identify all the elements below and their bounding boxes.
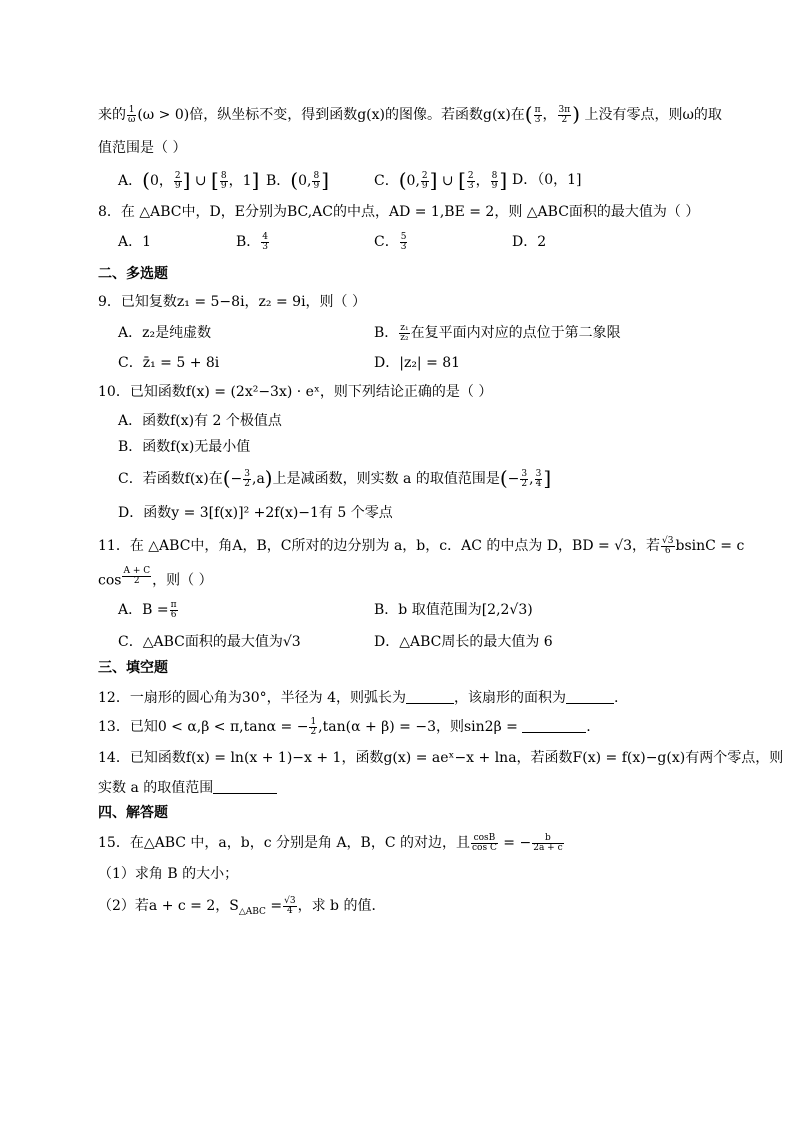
q7-option-a[interactable]: A．(0， $\frac{2}{9}$ ] ∪ [ $\frac{8}{9}$ ，1] bbox=[118, 168, 260, 192]
q12-stem: 12．一扇形的圆心角为30°，半径为 4，则弧长为 ，该扇形的面积为 . bbox=[98, 690, 619, 706]
q9-option-a[interactable]: A．z₂是纯虚数 bbox=[118, 325, 212, 341]
q10-option-c[interactable]: C．若函数f(x)在(− $\frac{3}{2}$ ,a)上是减函数，则实数 a 的取值范围是(− $\frac{3}{2}$ , $\frac{3}{4}$ ] bbox=[118, 466, 552, 490]
q10-option-a[interactable]: A．函数f(x)有 2 个极值点 bbox=[118, 413, 282, 429]
q7-option-b[interactable]: B．(0, $\frac{8}{9}$ ] bbox=[266, 168, 330, 192]
q9-option-b[interactable]: B． $\frac{\text{z₁}}{\text{z₂}}$ 在复平面内对应的点位于第二象限 bbox=[374, 322, 621, 343]
q11-option-b[interactable]: B．b 取值范围为[2,2√3) bbox=[374, 602, 533, 618]
q10-stem: 10．已知函数f(x) = (2x²−3x) · eˣ，则下列结论正确的是（ ） bbox=[98, 384, 493, 400]
q14-line1: 14．已知函数f(x) = ln(x + 1)−x + 1，函数g(x) = aeˣ−x + lna，若函数F(x) = f(x)−g(x)有两个零点，则 bbox=[98, 750, 784, 766]
answer-blank[interactable] bbox=[406, 689, 454, 704]
q10-option-b[interactable]: B．函数f(x)无最小值 bbox=[118, 439, 251, 455]
q15-part2: （2）若a + c = 2，$S_{\triangle ABC}$ = $\frac{√3}{4}$ ，求 b 的值． bbox=[98, 895, 386, 917]
answer-blank[interactable] bbox=[213, 779, 277, 794]
q13-stem: 13．已知0 < α,β < π,tanα = − $\frac{1}{2}$ ,tan(α + β) = −3，则sin2β = . bbox=[98, 716, 591, 737]
q10-option-d[interactable]: D．函数y = 3[f(x)]² +2f(x)−1有 5 个零点 bbox=[118, 505, 393, 521]
q8-option-d[interactable]: D．2 bbox=[512, 234, 547, 250]
q11-option-a[interactable]: A．B = $\frac{\pi}{6}$ bbox=[118, 599, 177, 620]
q7-option-d[interactable]: D．（0，1] bbox=[512, 172, 582, 188]
q15-part1: （1）求角 B 的大小； bbox=[98, 866, 239, 882]
q11-stem-line2: cos $^{\frac{A + C}{2}}$ ，则（ ） bbox=[98, 566, 213, 589]
q9-option-d[interactable]: D．|z₂| = 81 bbox=[374, 355, 461, 371]
fraction: $\frac{1}{\omega}$ bbox=[128, 104, 136, 125]
section-heading-multi-choice: 二、多选题 bbox=[98, 266, 168, 282]
q15-stem: 15．在△ABC 中，a，b，c 分别是角 A，B，C 的对边，且 $\frac{\cos B}{\text{cos C}}$ = − $\frac{b}{2a + c}$ bbox=[98, 832, 563, 853]
q7-line1: 来的 $\frac{1}{\omega}$ (ω > 0)倍，纵坐标不变，得到函数g(x)的图像。若函数g(x)在( $\frac{\pi}{3}$ ， $\frac{3\pi}{2}$ ) 上没有零点，则ω的取 bbox=[98, 102, 722, 126]
q8-option-a[interactable]: A．1 bbox=[118, 234, 152, 250]
q8-option-b[interactable]: B． $\frac{4}{3}$ bbox=[236, 231, 269, 252]
section-heading-answer: 四、解答题 bbox=[98, 805, 168, 821]
q7-option-c[interactable]: C．(0, $\frac{2}{9}$ ] ∪ [ $\frac{2}{3}$ ， $\frac{8}{9}$ ] bbox=[374, 168, 508, 192]
answer-blank[interactable] bbox=[566, 689, 614, 704]
section-heading-fill-in: 三、填空题 bbox=[98, 660, 168, 676]
q9-stem: 9．已知复数z₁ = 5−8i，z₂ = 9i，则（ ） bbox=[98, 294, 367, 310]
q11-option-d[interactable]: D．△ABC周长的最大值为 6 bbox=[374, 634, 553, 650]
q11-option-c[interactable]: C．△ABC面积的最大值为√3 bbox=[118, 634, 301, 650]
q9-option-c[interactable]: C．z̄₁ = 5 + 8i bbox=[118, 355, 220, 371]
q7-line2: 值范围是（ ） bbox=[98, 140, 187, 156]
q8-stem: 8．在 △ABC中，D，E分别为BC,AC的中点，AD = 1,BE = 2，则 △ABC面积的最大值为（ ） bbox=[98, 204, 700, 220]
q8-option-c[interactable]: C． $\frac{5}{3}$ bbox=[374, 231, 407, 252]
answer-blank[interactable] bbox=[522, 718, 586, 733]
q11-stem-line1: 11．在 △ABC中，角A，B，C所对的边分别为 a，b，c．AC 的中点为 D，BD = √3，若 $\frac{√3}{6}$ bsinC = c bbox=[98, 535, 745, 556]
q14-line2: 实数 a 的取值范围 bbox=[98, 778, 698, 798]
